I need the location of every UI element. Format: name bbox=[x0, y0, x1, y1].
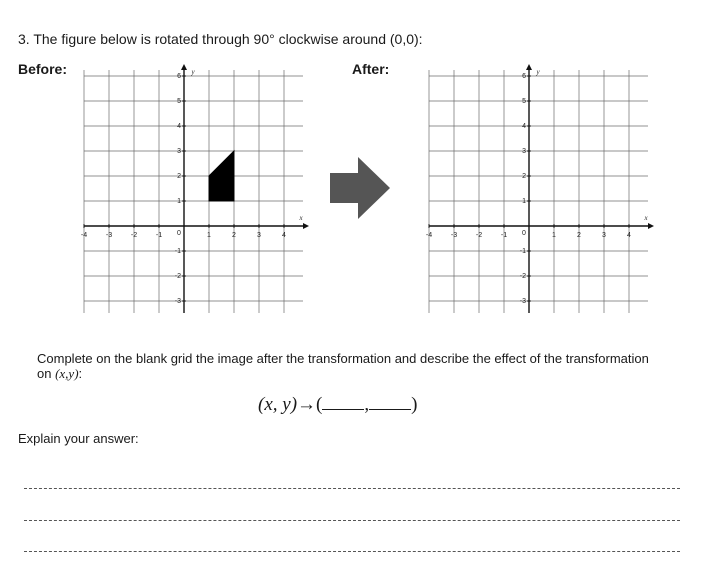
mapping-comma: , bbox=[364, 394, 370, 415]
x-tick-label: -1 bbox=[155, 232, 163, 239]
mapping-open-paren: ( bbox=[316, 394, 323, 415]
x-tick-label: 2 bbox=[232, 232, 236, 239]
transform-arrow-icon bbox=[328, 157, 392, 219]
x-tick-label: -4 bbox=[425, 232, 433, 239]
y-axis-arrow-icon bbox=[181, 64, 187, 70]
x-tick-label: 4 bbox=[627, 232, 631, 239]
y-tick-label: 2 bbox=[177, 173, 181, 180]
origin-label: 0 bbox=[177, 230, 181, 237]
y-tick-label: -1 bbox=[519, 248, 526, 255]
x-tick-label: -2 bbox=[130, 232, 138, 239]
instructions bbox=[37, 351, 657, 381]
before-grid bbox=[80, 64, 303, 319]
x-tick-label: -1 bbox=[500, 232, 508, 239]
y-tick-label: 5 bbox=[177, 98, 181, 105]
answer-line-3[interactable] bbox=[24, 551, 680, 552]
mapping-arrow-icon: → bbox=[297, 394, 317, 415]
y-tick-label: 1 bbox=[177, 198, 181, 205]
x-tick-label: 1 bbox=[552, 232, 556, 239]
y-tick-label: -2 bbox=[519, 273, 526, 280]
y-tick-label: 3 bbox=[522, 148, 526, 155]
x-axis-arrow-icon bbox=[648, 223, 654, 229]
y-axis-label: y bbox=[536, 68, 540, 76]
x-tick-label: 4 bbox=[282, 232, 286, 239]
y-tick-label: 6 bbox=[522, 73, 526, 80]
y-tick-label: -1 bbox=[174, 248, 181, 255]
before-shape bbox=[209, 151, 234, 201]
coordinate-variable: (x,y) bbox=[55, 366, 79, 381]
x-tick-label: 3 bbox=[257, 232, 261, 239]
explain-label: Explain your answer: bbox=[18, 431, 139, 446]
origin-label: 0 bbox=[522, 230, 526, 237]
x-axis-label: x bbox=[299, 214, 303, 222]
instructions-colon: : bbox=[78, 366, 83, 381]
mapping-expression bbox=[258, 394, 417, 416]
y-tick-label: 4 bbox=[177, 123, 181, 130]
before-label: Before: bbox=[18, 61, 68, 77]
x-axis-label: x bbox=[644, 214, 648, 222]
x-axis-arrow-icon bbox=[303, 223, 309, 229]
y-tick-label: 4 bbox=[522, 123, 526, 130]
after-label: After: bbox=[352, 61, 390, 77]
blank-y-field[interactable] bbox=[369, 395, 411, 410]
mapping-input: (x, y) bbox=[258, 394, 298, 415]
y-tick-label: 3 bbox=[177, 148, 181, 155]
y-axis-arrow-icon bbox=[526, 64, 532, 70]
x-tick-label: -3 bbox=[105, 232, 113, 239]
question-title: 3. The figure below is rotated through 90° clockwise around (0,0): bbox=[18, 31, 423, 47]
x-tick-label: 2 bbox=[577, 232, 581, 239]
y-tick-label: -3 bbox=[519, 298, 526, 305]
x-tick-label: 1 bbox=[207, 232, 211, 239]
x-tick-label: -2 bbox=[475, 232, 483, 239]
x-tick-label: 3 bbox=[602, 232, 606, 239]
y-tick-label: -3 bbox=[174, 298, 181, 305]
y-axis-label: y bbox=[191, 68, 195, 76]
mapping-close-paren: ) bbox=[411, 394, 418, 415]
x-tick-label: -3 bbox=[450, 232, 458, 239]
answer-line-1[interactable] bbox=[24, 488, 680, 489]
instructions-text: Complete on the blank grid the image after the transformation and describe the effect of the transformation on bbox=[37, 351, 649, 381]
y-tick-label: -2 bbox=[174, 273, 181, 280]
answer-line-2[interactable] bbox=[24, 520, 680, 521]
y-tick-label: 6 bbox=[177, 73, 181, 80]
y-tick-label: 1 bbox=[522, 198, 526, 205]
y-tick-label: 5 bbox=[522, 98, 526, 105]
blank-x-field[interactable] bbox=[322, 395, 364, 410]
after-grid[interactable] bbox=[425, 64, 649, 319]
x-tick-label: -4 bbox=[80, 232, 88, 239]
y-tick-label: 2 bbox=[522, 173, 526, 180]
